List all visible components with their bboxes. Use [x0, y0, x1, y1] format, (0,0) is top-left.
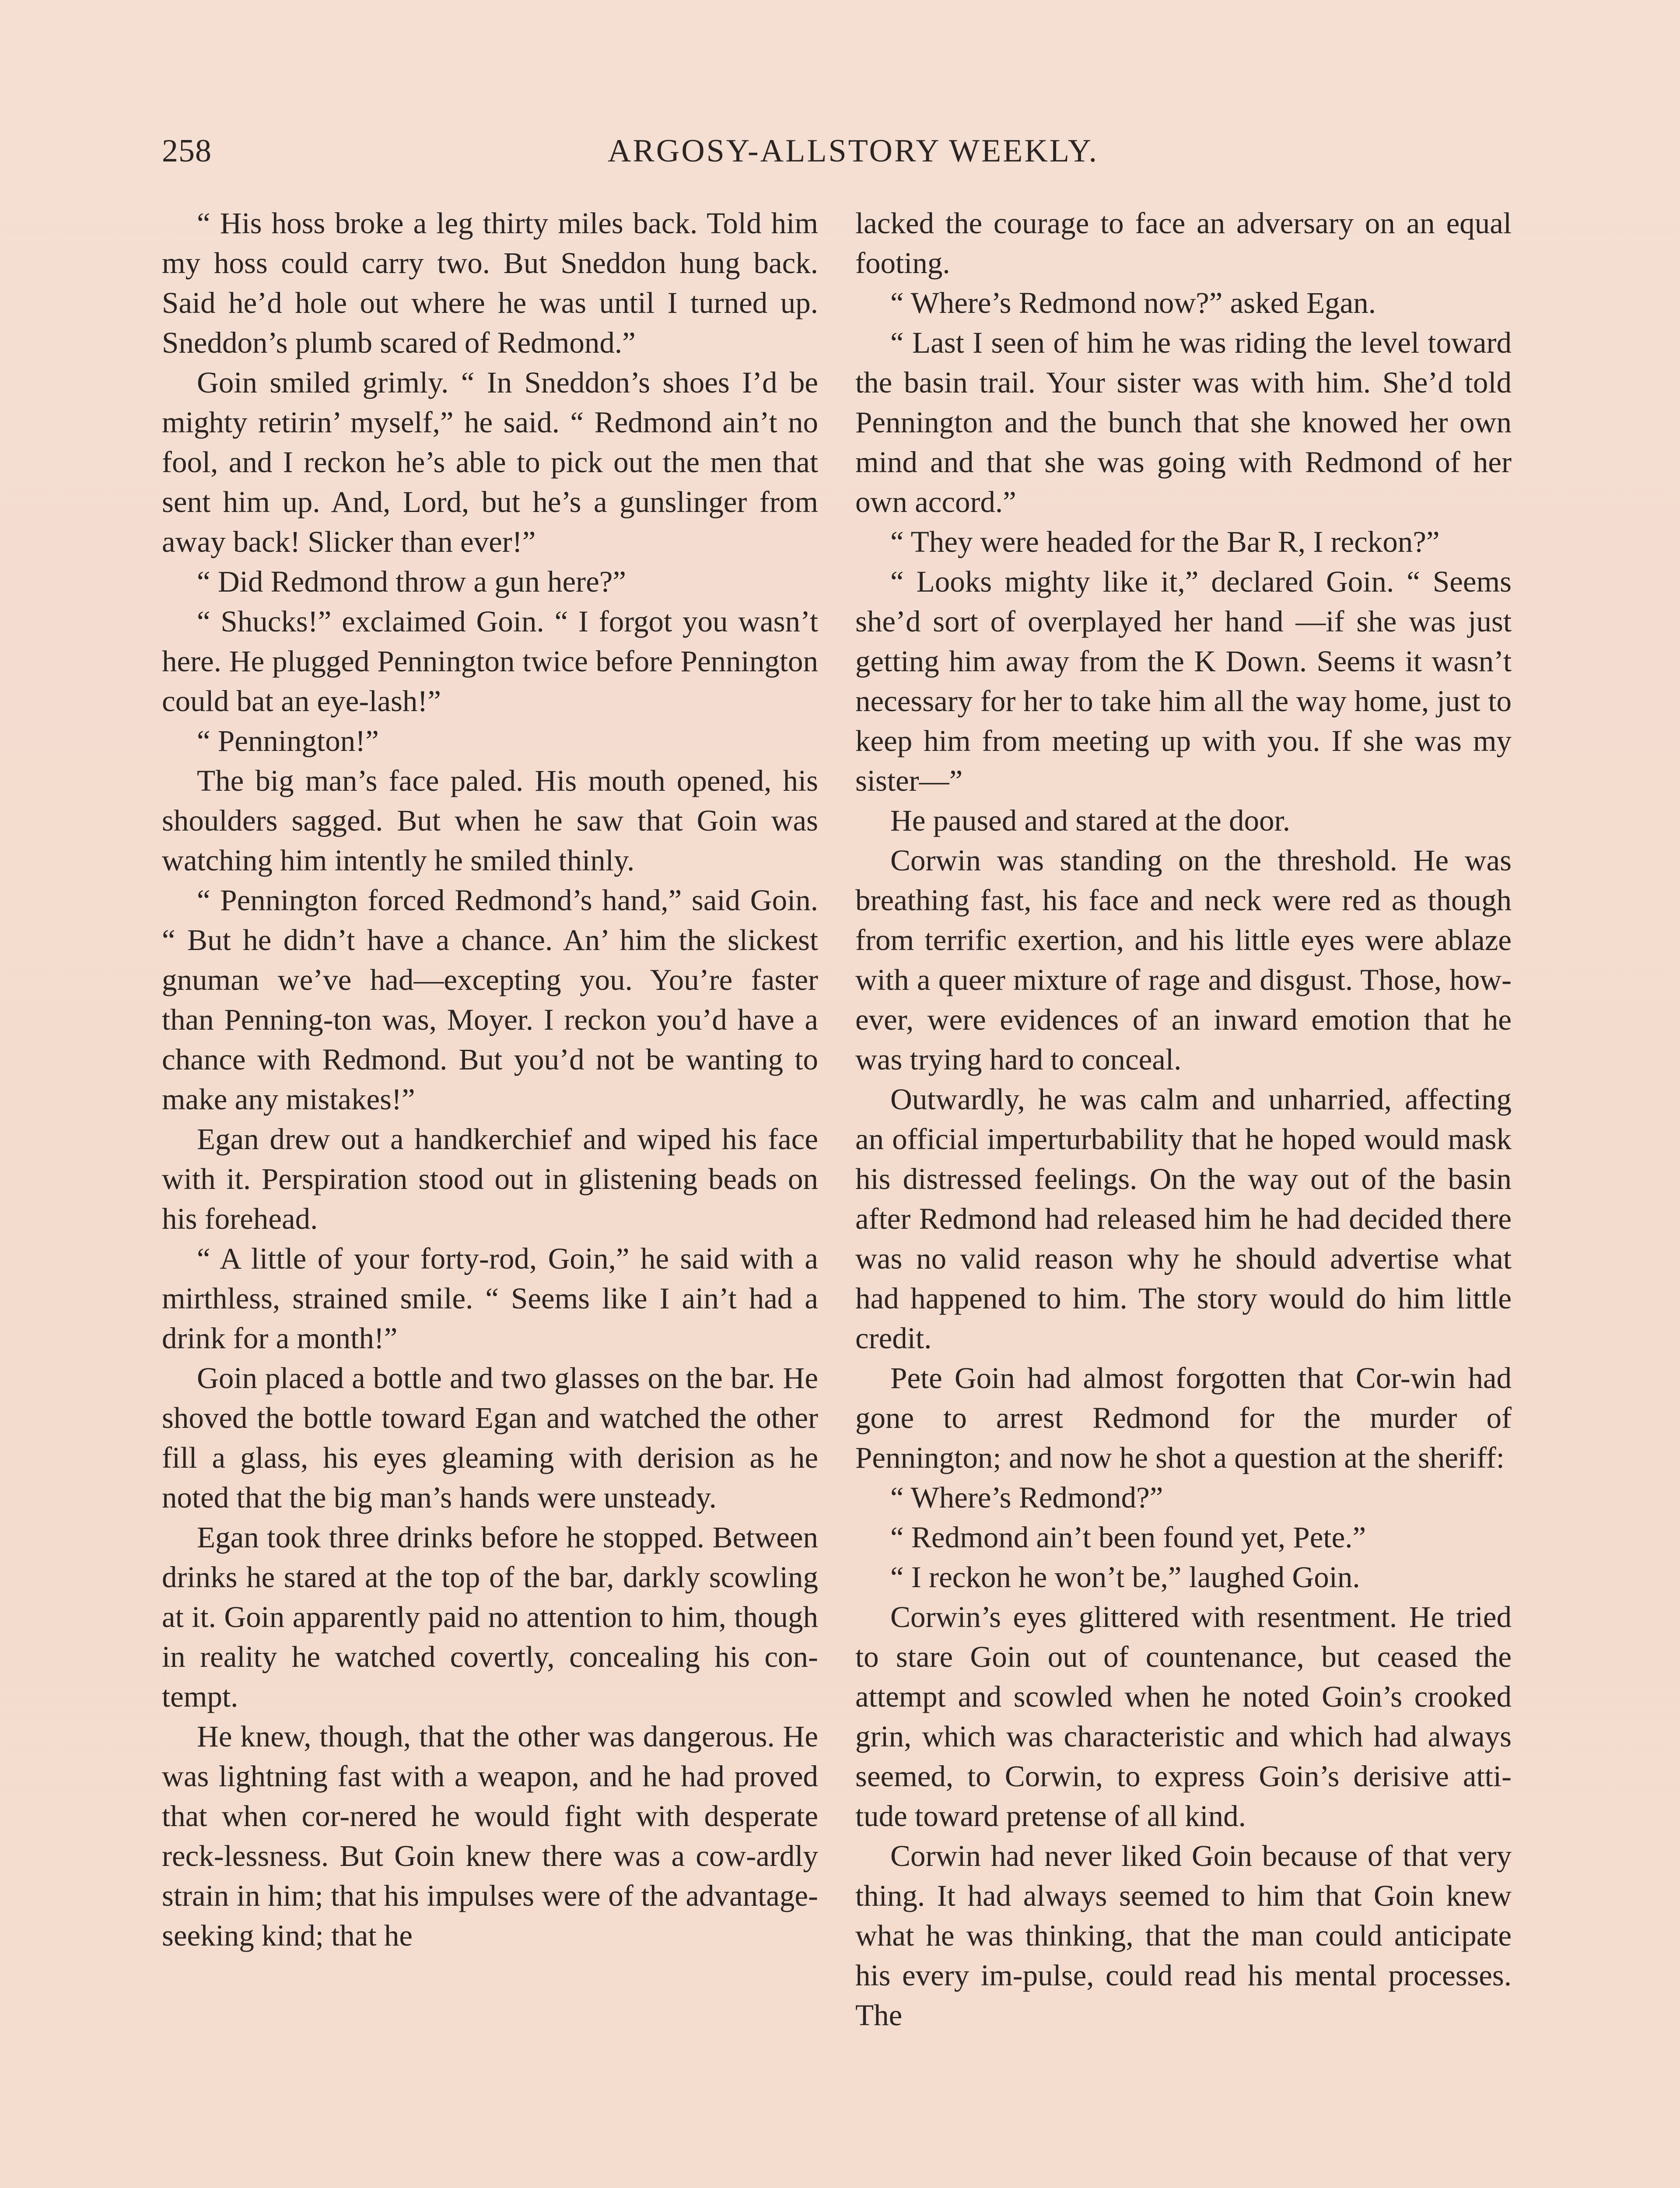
paragraph: “ I reckon he won’t be,” laughed Goin.	[890, 1560, 1360, 1594]
paragraph: The big man’s face paled. His mouth opened, his shoulders sagged. But when he saw that Goin was watching him intently he smiled thinly.	[162, 764, 818, 877]
running-head: ARGOSY-ALLSTORY WEEKLY.	[607, 133, 1099, 169]
paragraph: “ Where’s Redmond now?” asked Egan.	[890, 286, 1376, 319]
continued-paragraph: lacked the courage to face an adversary on an equal footing.	[855, 207, 1512, 280]
paragraph: Goin placed a bottle and two glasses on the bar. He shoved the bottle toward Egan and watched the other fill a glass, his eyes gleaming with derision as he noted that the big man’s hands were unsteady.	[162, 1361, 818, 1514]
paragraph: Corwin had never liked Goin because of that very thing. It had always seemed to him that Goin knew what he was thinking, that the man could anticipate his every im-pulse, could read his mental processes. The	[855, 1839, 1512, 2032]
paragraph: He knew, though, that the other was dangerous. He was lightning fast with a weapon, and he had proved that when cor-nered he would fight with desperate reck-lessness. But Goin knew there was a cow-ardly strain in him; that his impulses were of the advantage-seeking kind; that he	[162, 1720, 818, 1952]
paragraph: “ Where’s Redmond?”	[890, 1481, 1163, 1514]
paragraph: “ Shucks!” exclaimed Goin. “ I forgot you wasn’t here. He plugged Pennington twice before Pennington could bat an eye-lash!”	[162, 605, 818, 718]
paragraph: He paused and stared at the door.	[890, 804, 1290, 837]
paragraph: “ Pennington forced Redmond’s hand,” said Goin. “ But he didn’t have a chance. An’ him the slickest gnuman we’ve had—excepting you. You’re faster than Penning-ton was, Moyer. I reckon you’d have a chance with Redmond. But you’d not be wanting to make any mistakes!”	[162, 884, 818, 1116]
page-number: 258	[162, 133, 212, 169]
paragraph: “ Last I seen of him he was riding the level toward the basin trail. Your sister was with him. She’d told Pennington and the bunch that she knowed her own mind and that she was going with Redmond of her own accord.”	[855, 326, 1512, 519]
paragraph: Outwardly, he was calm and unharried, affecting an official imperturbability that he hoped would mask his distressed feelings. On the way out of the basin after Redmond had released him he had decided there was no valid reason why he should advertise what had happened to him. The story would do him little credit.	[855, 1083, 1512, 1355]
paragraph: Goin smiled grimly. “ In Sneddon’s shoes I’d be mighty retirin’ myself,” he said. “ Redmond ain’t no fool, and I reckon he’s able to pick out the men that sent him up. And, Lord, but he’s a gunslinger from away back! Slicker than ever!”	[162, 366, 818, 558]
paragraph: “ A little of your forty-rod, Goin,” he said with a mirthless, strained smile. “ Seems like I ain’t had a drink for a month!”	[162, 1242, 818, 1355]
paragraph: Egan took three drinks before he stopped. Between drinks he stared at the top of the bar, darkly scowling at it. Goin apparently paid no attention to him, though in reality he watched covertly, concealing his con-tempt.	[162, 1521, 818, 1713]
paragraph: Corwin was standing on the threshold. He was breathing fast, his face and neck were red as though from terrific exertion, and his little eyes were ablaze with a queer mixture of rage and disgust. Those, how-ever, were evidences of an inward emotion that he was trying hard to conceal.	[855, 844, 1512, 1076]
paragraph: “ They were headed for the Bar R, I reckon?”	[890, 525, 1440, 558]
paragraph: “ His hoss broke a leg thirty miles back. Told him my hoss could carry two. But Sneddon hung back. Said he’d hole out where he was until I turned up. Sneddon’s plumb scared of Redmond.”	[162, 207, 818, 359]
paragraph: “ Pennington!”	[197, 724, 379, 757]
page-header	[162, 127, 1544, 179]
paragraph: Corwin’s eyes glittered with resentment. He tried to stare Goin out of countenance, but ceased the attempt and scowled when he noted Goin’s crooked grin, which was characteristic and which had always seemed, to Corwin, to express Goin’s derisive atti-tude toward pretense of all kind.	[855, 1600, 1512, 1833]
paragraph: “ Did Redmond throw a gun here?”	[197, 565, 626, 598]
paragraph: Egan drew out a handkerchief and wiped his face with it. Perspiration stood out in glistening beads on his forehead.	[162, 1122, 818, 1235]
paragraph: “ Looks mighty like it,” declared Goin. “ Seems she’d sort of overplayed her hand —if she was just getting him away from the K Down. Seems it wasn’t necessary for her to take him all the way home, just to keep him from meeting up with you. If she was my sister—”	[855, 565, 1512, 797]
right-column	[855, 203, 1512, 2188]
left-column	[162, 203, 818, 2188]
paragraph: Pete Goin had almost forgotten that Cor-win had gone to arrest Redmond for the murder of Pennington; and now he shot a question at the sheriff:	[855, 1361, 1512, 1474]
paragraph: “ Redmond ain’t been found yet, Pete.”	[890, 1521, 1366, 1554]
